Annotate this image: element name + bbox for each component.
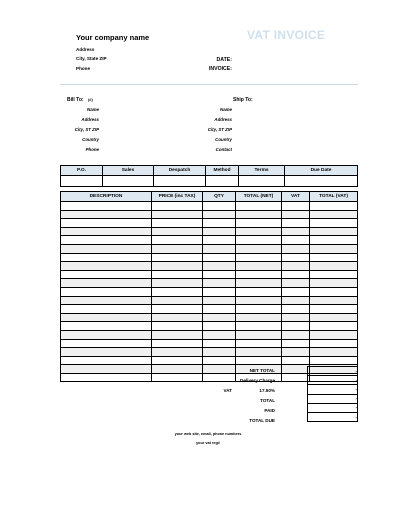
- total-vat-cell[interactable]: [310, 313, 358, 322]
- table-row: [61, 287, 358, 296]
- description-cell[interactable]: [61, 330, 152, 339]
- description-cell[interactable]: [61, 305, 152, 314]
- qty-cell[interactable]: [203, 339, 236, 348]
- items-table: [60, 191, 358, 382]
- vat-cell[interactable]: [282, 279, 310, 288]
- ship-to-city: City, ST ZIP: [207, 127, 232, 132]
- vat-cell[interactable]: [282, 227, 310, 236]
- header-divider: [60, 84, 358, 85]
- description-cell[interactable]: [61, 244, 152, 253]
- total-vat-cell[interactable]: [310, 270, 358, 279]
- bill-to-country: Country: [82, 137, 99, 142]
- description-cell[interactable]: [61, 339, 152, 348]
- sales-cell[interactable]: [103, 176, 154, 187]
- vat-cell[interactable]: [282, 296, 310, 305]
- qty-cell[interactable]: [203, 262, 236, 271]
- qty-cell[interactable]: [203, 244, 236, 253]
- vat-label: VAT: [223, 388, 232, 393]
- date-label: DATE:: [216, 57, 232, 63]
- table-row: [61, 279, 358, 288]
- table-row: [61, 227, 358, 236]
- total-vat-cell[interactable]: [310, 253, 358, 262]
- vat-cell[interactable]: [282, 287, 310, 296]
- ship-to-address: Address: [214, 117, 232, 122]
- table-row: [61, 219, 358, 228]
- price-cell[interactable]: [152, 296, 203, 305]
- vat-cell[interactable]: [282, 373, 310, 382]
- price-cell[interactable]: [152, 262, 203, 271]
- total-net-cell[interactable]: [236, 322, 282, 331]
- price-cell[interactable]: [152, 365, 203, 374]
- vat-cell[interactable]: [282, 348, 310, 357]
- description-cell[interactable]: [61, 262, 152, 271]
- total-vat-cell[interactable]: [310, 279, 358, 288]
- total-vat-cell[interactable]: [310, 227, 358, 236]
- total-net-cell[interactable]: [236, 287, 282, 296]
- vat-cell[interactable]: [282, 356, 310, 365]
- table-row: [61, 330, 358, 339]
- vat-cell[interactable]: [282, 365, 310, 374]
- total-vat-cell[interactable]: [310, 339, 358, 348]
- total-net-cell[interactable]: [236, 219, 282, 228]
- table-row: [61, 270, 358, 279]
- vat-cell[interactable]: [282, 253, 310, 262]
- header-qty: QTY: [203, 192, 236, 202]
- total-net-cell[interactable]: [236, 253, 282, 262]
- description-cell[interactable]: [61, 279, 152, 288]
- delivery-charge-label: Delivery Charge: [240, 378, 275, 383]
- table-row: [61, 322, 358, 331]
- total-label: TOTAL: [260, 398, 275, 403]
- qty-cell[interactable]: [203, 270, 236, 279]
- footer-contact: your web site, email, phone numbers: [174, 432, 242, 436]
- total-vat-cell[interactable]: [310, 236, 358, 245]
- net-total-value: -: [308, 367, 358, 376]
- terms-cell[interactable]: [239, 176, 285, 187]
- vat-cell[interactable]: [282, 262, 310, 271]
- description-cell[interactable]: [61, 202, 152, 211]
- total-vat-cell[interactable]: [310, 210, 358, 219]
- header-due-date: Due Date: [285, 166, 358, 176]
- despatch-cell[interactable]: [154, 176, 206, 187]
- total-net-cell[interactable]: [236, 236, 282, 245]
- price-cell[interactable]: [152, 373, 203, 382]
- price-cell[interactable]: [152, 219, 203, 228]
- description-cell[interactable]: [61, 348, 152, 357]
- description-cell[interactable]: [61, 296, 152, 305]
- qty-cell[interactable]: [203, 236, 236, 245]
- table-row: [61, 305, 358, 314]
- totals-box: [307, 366, 358, 422]
- description-cell[interactable]: [61, 210, 152, 219]
- table-row: [61, 313, 358, 322]
- qty-cell[interactable]: [203, 219, 236, 228]
- table-row: [61, 348, 358, 357]
- company-city: City, State ZIP: [76, 56, 107, 61]
- header-despatch: Despatch: [154, 166, 206, 176]
- vat-cell[interactable]: [282, 305, 310, 314]
- description-cell[interactable]: [61, 219, 152, 228]
- table-row: [61, 356, 358, 365]
- total-net-cell[interactable]: [236, 296, 282, 305]
- total-value: -: [308, 394, 358, 403]
- price-cell[interactable]: [152, 339, 203, 348]
- total-net-cell[interactable]: [236, 339, 282, 348]
- price-cell[interactable]: [152, 348, 203, 357]
- price-cell[interactable]: [152, 279, 203, 288]
- bill-to-phone: Phone: [85, 147, 99, 152]
- description-cell[interactable]: [61, 287, 152, 296]
- price-cell[interactable]: [152, 270, 203, 279]
- total-net-cell[interactable]: [236, 202, 282, 211]
- price-cell[interactable]: [152, 305, 203, 314]
- vat-rate[interactable]: 17.50%: [259, 388, 275, 393]
- item-rows: [61, 202, 358, 382]
- bill-to-city: City, ST ZIP: [74, 127, 99, 132]
- description-cell[interactable]: [61, 373, 152, 382]
- vat-cell[interactable]: [282, 236, 310, 245]
- description-cell[interactable]: [61, 356, 152, 365]
- price-cell[interactable]: [152, 253, 203, 262]
- total-vat-cell[interactable]: [310, 202, 358, 211]
- qty-cell[interactable]: [203, 253, 236, 262]
- delivery-charge-value[interactable]: -: [308, 376, 358, 385]
- total-net-cell[interactable]: [236, 210, 282, 219]
- qty-cell[interactable]: [203, 330, 236, 339]
- description-cell[interactable]: [61, 322, 152, 331]
- total-net-cell[interactable]: [236, 262, 282, 271]
- description-cell[interactable]: [61, 227, 152, 236]
- total-net-cell[interactable]: [236, 279, 282, 288]
- price-cell[interactable]: [152, 244, 203, 253]
- header-terms: Terms: [239, 166, 285, 176]
- table-row: [61, 210, 358, 219]
- price-cell[interactable]: [152, 236, 203, 245]
- header-total-vat: TOTAL (VAT): [310, 192, 358, 202]
- company-address: Address: [76, 47, 95, 52]
- vat-cell[interactable]: [282, 270, 310, 279]
- company-phone: Phone: [76, 66, 91, 71]
- due-date-cell[interactable]: [285, 176, 358, 187]
- table-row: [61, 202, 358, 211]
- company-name: Your company name: [76, 33, 150, 42]
- header-total-net: TOTAL (NET): [236, 192, 282, 202]
- total-due-value: -: [308, 412, 358, 421]
- total-net-cell[interactable]: [236, 330, 282, 339]
- description-cell[interactable]: [61, 313, 152, 322]
- ship-to-name: Name: [220, 107, 232, 112]
- table-row: [61, 253, 358, 262]
- header-sales: Sales: [103, 166, 154, 176]
- total-net-cell[interactable]: [236, 356, 282, 365]
- total-vat-cell[interactable]: [310, 348, 358, 357]
- invoice-title: VAT INVOICE: [247, 28, 326, 42]
- total-net-cell[interactable]: [236, 227, 282, 236]
- bill-to-label: Bill To: (#): [67, 97, 93, 103]
- total-vat-cell[interactable]: [310, 219, 358, 228]
- footer-vat-reg: your vat reg#: [196, 441, 220, 445]
- header-vat: VAT: [282, 192, 310, 202]
- total-vat-cell[interactable]: [310, 322, 358, 331]
- vat-cell[interactable]: [282, 244, 310, 253]
- qty-cell[interactable]: [203, 279, 236, 288]
- vat-cell[interactable]: [282, 313, 310, 322]
- header-po: P.O.: [61, 166, 103, 176]
- qty-cell[interactable]: [203, 348, 236, 357]
- table-row: [61, 262, 358, 271]
- price-cell[interactable]: [152, 330, 203, 339]
- price-cell[interactable]: [152, 227, 203, 236]
- vat-cell[interactable]: [282, 330, 310, 339]
- price-cell[interactable]: [152, 356, 203, 365]
- order-info-table: [60, 165, 358, 187]
- total-vat-cell[interactable]: [310, 296, 358, 305]
- qty-cell[interactable]: [203, 296, 236, 305]
- header-description: DESCRIPTION: [61, 192, 152, 202]
- total-net-cell[interactable]: [236, 313, 282, 322]
- vat-cell[interactable]: [282, 202, 310, 211]
- total-vat-cell[interactable]: [310, 330, 358, 339]
- total-vat-cell[interactable]: [310, 356, 358, 365]
- total-due-label: TOTAL DUE: [249, 418, 275, 423]
- total-net-cell[interactable]: [236, 348, 282, 357]
- total-vat-cell[interactable]: [310, 262, 358, 271]
- total-vat-cell[interactable]: [310, 305, 358, 314]
- description-cell[interactable]: [61, 236, 152, 245]
- total-net-cell[interactable]: [236, 244, 282, 253]
- method-cell[interactable]: [206, 176, 239, 187]
- table-row: [61, 296, 358, 305]
- description-cell[interactable]: [61, 270, 152, 279]
- price-cell[interactable]: [152, 322, 203, 331]
- header-price: PRICE (inc TAX): [152, 192, 203, 202]
- qty-cell[interactable]: [203, 313, 236, 322]
- table-row: [61, 339, 358, 348]
- qty-cell[interactable]: [203, 287, 236, 296]
- total-net-cell[interactable]: [236, 270, 282, 279]
- net-total-label: NET TOTAL: [249, 368, 275, 373]
- total-vat-cell[interactable]: [310, 287, 358, 296]
- vat-cell[interactable]: [282, 322, 310, 331]
- bill-to-name: Name: [87, 107, 99, 112]
- qty-cell[interactable]: [203, 305, 236, 314]
- price-cell[interactable]: [152, 210, 203, 219]
- total-net-cell[interactable]: [236, 305, 282, 314]
- vat-cell[interactable]: [282, 219, 310, 228]
- paid-value[interactable]: -: [308, 403, 358, 412]
- table-row: [61, 244, 358, 253]
- paid-label: PAID: [264, 408, 275, 413]
- qty-cell[interactable]: [203, 202, 236, 211]
- invoice-number-label: INVOICE:: [208, 66, 232, 72]
- qty-cell[interactable]: [203, 227, 236, 236]
- price-cell[interactable]: [152, 202, 203, 211]
- ship-to-contact: Contact: [215, 147, 232, 152]
- po-cell[interactable]: [61, 176, 103, 187]
- price-cell[interactable]: [152, 313, 203, 322]
- qty-cell[interactable]: [203, 210, 236, 219]
- vat-cell[interactable]: [282, 339, 310, 348]
- bill-to-address: Address: [81, 117, 99, 122]
- vat-cell[interactable]: [282, 210, 310, 219]
- price-cell[interactable]: [152, 287, 203, 296]
- qty-cell[interactable]: [203, 322, 236, 331]
- ship-to-country: Country: [215, 137, 232, 142]
- vat-value: -: [308, 385, 358, 394]
- table-row: [61, 236, 358, 245]
- header-method: Method: [206, 166, 239, 176]
- qty-cell[interactable]: [203, 356, 236, 365]
- description-cell[interactable]: [61, 253, 152, 262]
- total-vat-cell[interactable]: [310, 244, 358, 253]
- ship-to-label: Ship To:: [233, 97, 253, 103]
- description-cell[interactable]: [61, 365, 152, 374]
